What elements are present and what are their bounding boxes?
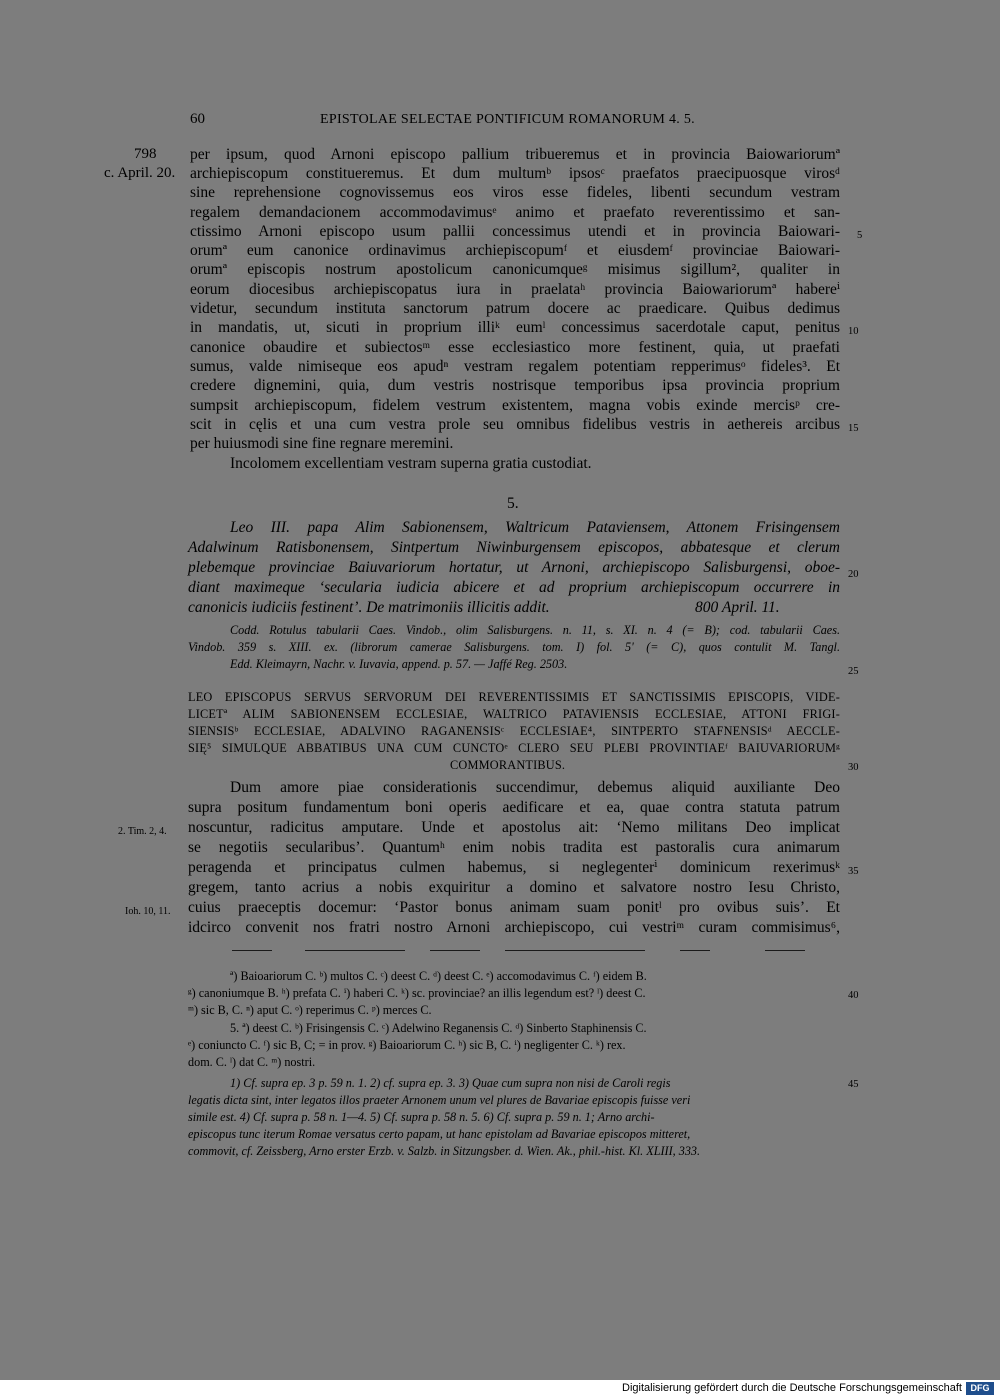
letter4-line: orumª episcopis nostrum apostolicum canonicumqueᵍ misimus sigillum², qualiter in — [190, 261, 840, 278]
letter5-number: 5. — [507, 495, 519, 512]
line-number-15: 15 — [848, 423, 859, 434]
letter4-line: orumª eum canonice ordinavimus archiepiscopumᶠ et eiusdemᶠ provinciae Baiowari- — [190, 242, 840, 259]
letter4-line: scit in cęlis et una cum vestra prole seu omnibus fidelibus vestris in aethereis arcibus — [190, 416, 840, 433]
note-line: 1) Cf. supra ep. 3 p. 59 n. 1. 2) cf. supra ep. 3. 3) Quae cum supra non nisi de Caroli regis — [230, 1076, 671, 1090]
letter4-line: credere dignemini, quia, dum vestris nostrisque temporibus ipsa provincia proprium — [190, 377, 840, 394]
apparatus-line: ᵐ) sic B, C. ⁿ) aput C. ᵒ) reperimus C. ᵖ) merces C. — [188, 1003, 432, 1017]
apparatus-line: ᵉ) coniuncto C. ᶠ) sic B, C; = in prov. ᵍ) Baioariorum C. ʰ) sic B, C. ⁱ) negligenter C. ᵏ) rex. — [188, 1038, 626, 1052]
letter5-line: se negotiis secularibus’. Quantumʰ enim nobis tradita est pastoralis cura animarum — [188, 839, 840, 856]
letter5-line: gregem, tanto acrius a nobis exquiritur a domino et salvatore nostro Iesu Christo, — [188, 879, 840, 896]
source-line: Vindob. 359 s. XIII. ex. (librorum camerae Salisburgens. tom. I) fol. 5ʹ (= C), quos contulit M. Tangl. — [188, 640, 840, 654]
margin-date: c. April. 20. — [104, 165, 176, 181]
note-line: commovit, cf. Zeissberg, Arno erster Erzb. v. Salzb. in Sitzungsber. d. Wien. Ak., phil.-hist. Kl. XLIII, 333. — [188, 1144, 701, 1158]
separator-dash — [430, 950, 480, 951]
letter5-line: noscuntur, radicitus amputare. Unde et apostolus ait: ‘Nemo militans Deo implicat — [188, 819, 840, 836]
running-title: EPISTOLAE SELECTAE PONTIFICUM ROMANORUM 4. 5. — [320, 112, 695, 127]
letter4-line: ctissimo Arnoni episcopo usum pallii concessimus utendi et in provincia Baiowari- — [190, 223, 840, 240]
note-line: simile est. 4) Cf. supra p. 58 n. 1—4. 5) Cf. supra p. 58 n. 5. 6) Cf. supra p. 59 n. 1; Arno archi- — [188, 1110, 655, 1124]
letter4-line: eorum diocesibus archiepiscopatus iura in praelataʰ provincia Baiowariorumª habereⁱ — [190, 281, 840, 298]
side-ref-ioh: Ioh. 10, 11. — [125, 906, 171, 917]
line-number-45: 45 — [848, 1079, 859, 1090]
letter4-closing: Incolomem excellentiam vestram superna gratia custodiat. — [230, 455, 592, 472]
apparatus-line: dom. C. ˡ) dat C. ᵐ) nostri. — [188, 1055, 316, 1069]
letter4-line: sumus, valde nimiseque eos apudⁿ vestram regalem potentiam repperimusᵒ fideles³. Et — [190, 358, 840, 375]
separator-dash — [305, 950, 405, 951]
letter4-line: in mandatis, ut, sicuti in proprium illiᵏ eumˡ concessimus sacerdotale caput, penitus — [190, 319, 840, 336]
line-number-20: 20 — [848, 569, 859, 580]
letter4-line: videtur, secundum instituta sanctorum patrum docere ac praedicare. Quibus dedimus — [190, 300, 840, 317]
letter4-line: sumpsit archiepiscopum, fidelem vestrum existentem, magna vobis exinde mercisᵖ cre- — [190, 397, 840, 414]
address-line: LEO EPISCOPUS SERVUS SERVORUM DEI REVERENTISSIMIS ET SANCTISSIMIS EPISCOPIS, VIDE- — [188, 690, 840, 704]
summary-date: 800 April. 11. — [695, 599, 780, 616]
separator-dash — [232, 950, 272, 951]
footer-credit: Digitalisierung gefördert durch die Deutsche Forschungsgemeinschaft — [622, 1382, 962, 1394]
letter5-line: supra positum fundamentum boni operis aedificare et ea, quae contra statuta patrum — [188, 799, 840, 816]
address-line: SIĘ⁵ SIMULQUE ABBATIBUS UNA CUM CUNCTOᵉ CLERO SEU PLEBI PROVINTIAEᶠ BAIUVARIORUMᵍ — [188, 741, 840, 755]
separator-dash — [680, 950, 710, 951]
apparatus-line: ª) Baioariorum C. ᵇ) multos C. ᶜ) deest C. ᵈ) deest C. ᵉ) accomodavimus C. ᶠ) eidem B. — [230, 969, 647, 983]
note-line: legatis dicta sint, inter legatos illos praeter Arnonem unum vel plures de Bavariae episcopis fuisse veri — [188, 1093, 691, 1107]
letter5-line: peragenda et principatus culmen habemus, si neglegenterⁱ dominicum rexerimusᵏ — [188, 859, 840, 876]
letter4-line: regalem demandacionem accommodavimusᵉ animo et praefato reverentissimo et san- — [190, 204, 840, 221]
apparatus-line: ᵍ) canoniumque B. ʰ) prefata C. ⁱ) haberi C. ᵏ) sc. provinciae? an illis legendum est? ˡ) deest C. — [188, 986, 646, 1000]
page-number: 60 — [190, 111, 205, 127]
letter4-line: per huiusmodi sine fine regnare meremini. — [190, 435, 454, 452]
summary-line: canonicis iudiciis festinent’. De matrimoniis illicitis addit. — [188, 599, 550, 616]
source-line: Edd. Kleimayrn, Nachr. v. Iuvavia, append. p. 57. — Jaffé Reg. 2503. — [230, 657, 568, 671]
apparatus-line: 5. ª) deest C. ᵇ) Frisingensis C. ᶜ) Adelwino Reganensis C. ᵈ) Sinberto Staphinensis C. — [230, 1021, 647, 1035]
letter5-line: cuius praeceptis docemur: ‘Pastor bonus animam suam ponitˡ pro ovibus suis’. Et — [188, 899, 840, 916]
line-number-5: 5 — [857, 230, 863, 241]
address-line: SIENSISᵇ ECCLESIAE, ADALVINO RAGANENSISᶜ ECCLESIAE⁴, SINTPERTO STAFNENSISᵈ AECCLE- — [188, 724, 840, 738]
margin-year: 798 — [134, 146, 157, 162]
letter4-line: archiepiscopum constitueremus. Et dum multumᵇ ipsosᶜ praefatos praecipuosque virosᵈ — [190, 165, 840, 182]
letter4-line: sine reprehensione cognovissemus eos viros esse fideles, libenti secundum vestram — [190, 184, 840, 201]
line-number-35: 35 — [848, 866, 859, 877]
side-ref-tim: 2. Tim. 2, 4. — [118, 826, 167, 837]
line-number-25: 25 — [848, 666, 859, 677]
separator-dash — [765, 950, 805, 951]
letter4-line: per ipsum, quod Arnoni episcopo pallium tribueremus et in provincia Baiowariorumª — [190, 146, 840, 163]
line-number-40: 40 — [848, 990, 859, 1001]
source-line: Codd. Rotulus tabularii Caes. Vindob., olim Salisburgens. n. 11, s. XI. n. 4 (= B); cod. tabularii Caes. — [230, 623, 840, 637]
summary-line: diant maximeque ‘secularia iudicia abicere et ad proprium archiepiscopum occurrere in — [188, 579, 840, 596]
line-number-30: 30 — [848, 762, 859, 773]
address-line: LICETª ALIM SABIONENSEM ECCLESIAE, WALTRICO PATAVIENSIS ECCLESIAE, ATTONI FRIGI- — [188, 707, 840, 721]
note-line: episcopus tunc iterum Romae versatus certo papam, ut hanc epistolam ad Bavariae episcopos mitteret, — [188, 1127, 691, 1141]
dfg-logo-icon: DFG — [966, 1382, 994, 1395]
letter5-line: Dum amore piae considerationis succendimur, debemus aliquid auxiliante Deo — [230, 779, 840, 796]
summary-line: Adalwinum Ratisbonensem, Sintpertum Niwinburgensem episcopos, abbatesque et clerum — [188, 539, 840, 556]
line-number-10: 10 — [848, 326, 859, 337]
summary-line: Leo III. papa Alim Sabionensem, Waltricum Pataviensem, Attonem Frisingensem — [230, 519, 840, 536]
letter5-line: idcirco convenit nos fratri nostro Arnoni archiepiscopo, cui vestriᵐ curam commisimus⁶, — [188, 919, 840, 936]
summary-line: plebemque provinciae Baiuvariorum hortatur, ut Arnoni, archiepiscopo Salisburgensi, oboe- — [188, 559, 840, 576]
letter4-line: canonice obaudire et subiectosᵐ esse ecclesiastico more festinent, quia, ut praefati — [190, 339, 840, 356]
address-line: COMMORANTIBUS. — [450, 758, 566, 772]
separator-dash — [505, 950, 645, 951]
